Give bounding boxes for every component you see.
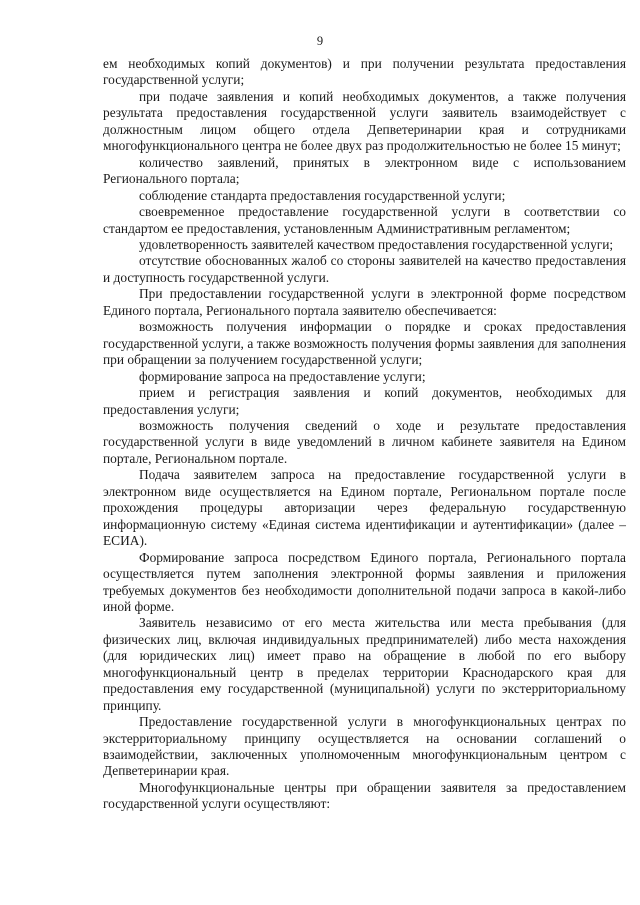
paragraph: возможность получения сведений о ходе и результате предоставления государственной услуги в виде уведомлений в личном кабинете заявителя на Едином портале, Региональном портале. (103, 417, 626, 466)
paragraph: Многофункциональные центры при обращении заявителя за предоставлением государственной услуги осуществляют: (103, 779, 626, 812)
paragraph: Формирование запроса посредством Единого портала, Регионального портала осуществляется путем заполнения электронной формы заявления и приложения требуемых документов без необходимости дополнительной подачи запроса в какой-либо иной форме. (103, 549, 626, 614)
paragraph: удовлетворенность заявителей качеством предоставления государственной услуги; (139, 236, 614, 252)
paragraph: возможность получения информации о порядке и сроках предоставления государственной услуги, а также возможность получения формы заявления для заполнения при обращении за получением государственной услуги; (103, 319, 626, 368)
paragraph: прием и регистрация заявления и копий документов, необходимых для предоставления услуги; (103, 385, 626, 417)
page-number: 9 (316, 34, 324, 48)
paragraph: Предоставление государственной услуги в многофункциональных центрах по экстерриториальному принципу осуществляется на основании соглашений о взаимодействии, заключенных уполномоченным многофункциональным центром с Депветеринарии края. (103, 714, 626, 779)
paragraph: соблюдение стандарта предоставления государственной услуги; (139, 187, 506, 203)
paragraph: количество заявлений, принятых в электронном виде с использованием Регионального портала; (103, 154, 626, 187)
paragraph: при подаче заявления и копий необходимых документов, а также получения результата предоставления государственной услуги заявитель взаимодействует с должностным лицом общего отдела Депветеринарии края и сотрудниками многофункционального центра не более двух раз продолжительностью не более 15 минут; (103, 88, 626, 154)
paragraph: формирование запроса на предоставление услуги; (139, 368, 426, 384)
paragraph: ем необходимых копий документов) и при получении результата предоставления государственной услуги; (103, 56, 626, 88)
paragraph: Заявитель независимо от его места жительства или места пребывания (для физических лиц, включая индивидуальных предпринимателей) либо места нахождения (для юридических лиц) имеет право на обращение в любой по его выбору многофункциональный центр в пределах территории Краснодарского края для предоставления ему государственной (муниципальной) услуги по экстерриториальному принципу. (103, 615, 626, 713)
paragraph: своевременное предоставление государственной услуги в соответствии со стандартом ее предоставления, установленным Административным регламентом; (103, 204, 626, 236)
document-body (103, 56, 626, 813)
paragraph: При предоставлении государственной услуги в электронной форме посредством Единого портала, Регионального портала заявителю обеспечивается: (103, 286, 626, 318)
paragraph: отсутствие обоснованных жалоб со стороны заявителей на качество предоставления и доступность государственной услуги. (103, 253, 626, 285)
paragraph: Подача заявителем запроса на предоставление государственной услуги в электронном виде осуществляется на Едином портале, Региональном портале после прохождения процедуры авторизации через федеральную государственную информационную систему «Единая система идентификации и аутентификации» (далее – ЕСИА). (103, 467, 626, 549)
